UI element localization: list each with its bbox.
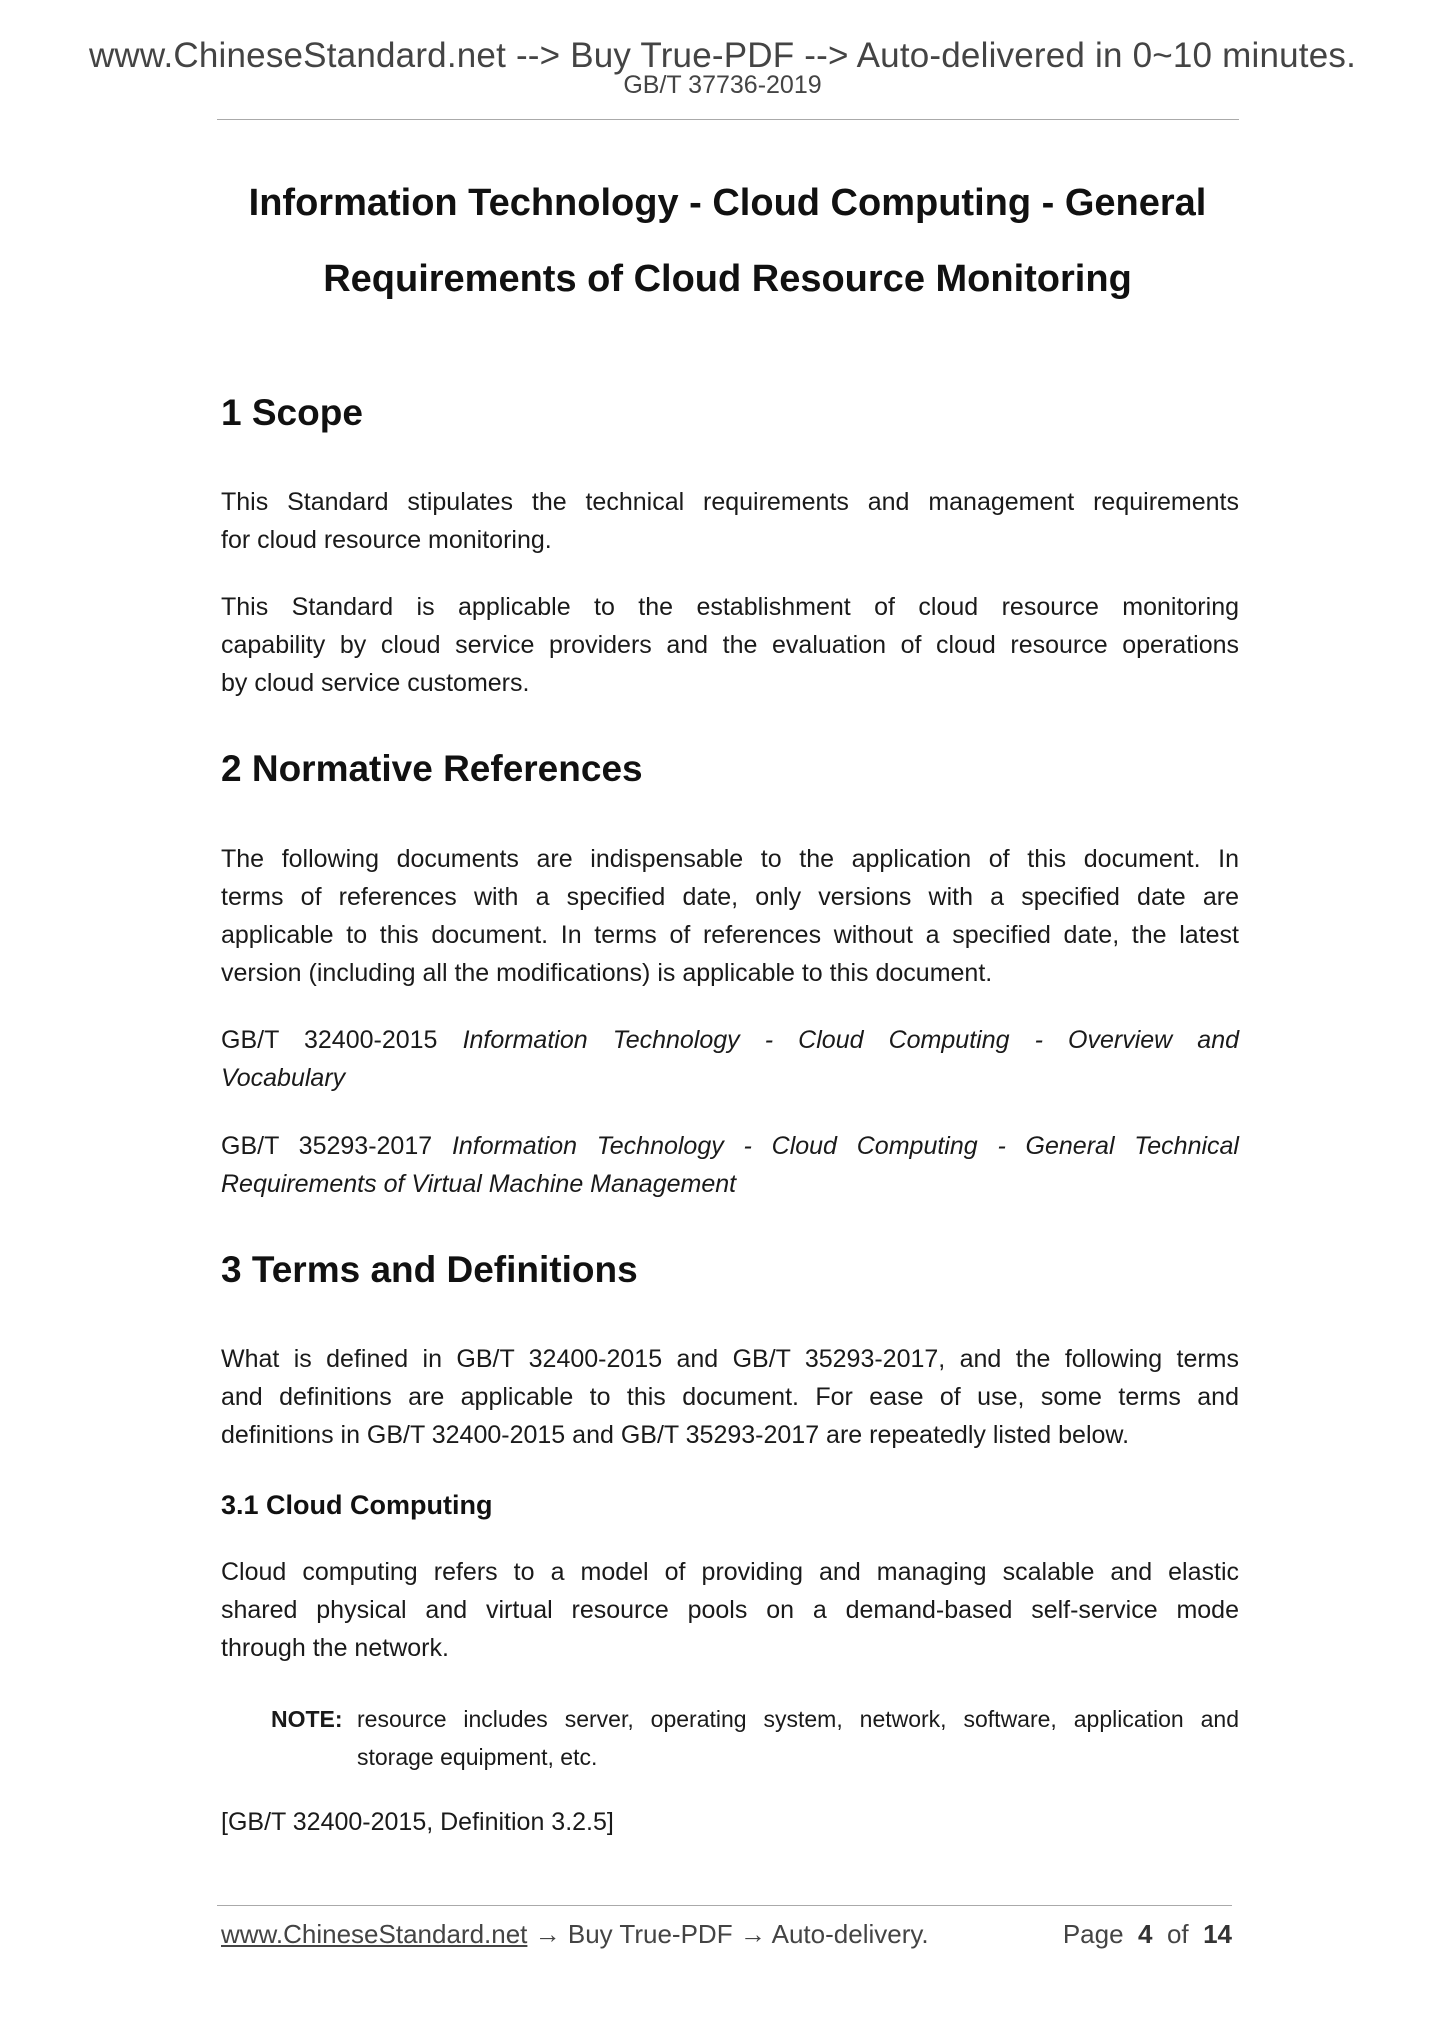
footer-delivery-text: Auto-delivery. bbox=[771, 1919, 929, 1949]
text-line bbox=[221, 1021, 1239, 1059]
scope-paragraph-1 bbox=[221, 483, 1239, 559]
note-label: NOTE: bbox=[271, 1706, 343, 1732]
reference-code: GB/T 35293-2017 bbox=[221, 1132, 433, 1160]
text-line: [GB/T 32400-2015, Definition 3.2.5] bbox=[221, 1808, 614, 1836]
text-line: This Standard stipulates the technical requirements and management requirements bbox=[221, 488, 1239, 516]
arrow-right-icon: → bbox=[534, 1919, 561, 1949]
reference-gbt-35293 bbox=[221, 1127, 1239, 1203]
reference-title: Information Technology - Cloud Computing - Overview and bbox=[462, 1026, 1240, 1054]
document-title-line1: Information Technology - Cloud Computing - General bbox=[248, 182, 1207, 224]
text-line: applicable to this document. In terms of references without a specified date, the latest bbox=[221, 921, 1239, 949]
definition-source bbox=[221, 1803, 1239, 1841]
reference-gbt-32400 bbox=[221, 1021, 1239, 1097]
text-line: through the network. bbox=[221, 1634, 449, 1662]
text-line bbox=[221, 1165, 1239, 1203]
standard-code: GB/T 37736-2019 bbox=[623, 71, 822, 99]
reference-title: Requirements of Virtual Machine Management bbox=[221, 1170, 737, 1198]
text-line: terms of references with a specified date, only versions with a specified date are bbox=[221, 883, 1239, 911]
text-line: Cloud computing refers to a model of providing and managing scalable and elastic bbox=[221, 1558, 1239, 1586]
reference-code: GB/T 32400-2015 bbox=[221, 1026, 438, 1054]
page-word: Page bbox=[1062, 1919, 1124, 1949]
text-line bbox=[221, 1059, 1239, 1097]
footer-site-link[interactable]: www.ChineseStandard.net bbox=[221, 1919, 528, 1949]
header-banner: www.ChineseStandard.net --> Buy True-PDF --> Auto-delivered in 0~10 minutes. bbox=[88, 36, 1357, 75]
text-line bbox=[221, 1127, 1239, 1165]
page-current: 4 bbox=[1138, 1919, 1153, 1949]
text-line: capability by cloud service providers and the evaluation of cloud resource operations bbox=[221, 631, 1239, 659]
text-line: This Standard is applicable to the establishment of cloud resource monitoring bbox=[221, 593, 1239, 621]
header-divider bbox=[217, 119, 1239, 120]
text-line: shared physical and virtual resource pools on a demand-based self-service mode bbox=[221, 1596, 1239, 1624]
terms-paragraph-1 bbox=[221, 1340, 1239, 1454]
text-line: storage equipment, etc. bbox=[357, 1744, 598, 1770]
text-line: and definitions are applicable to this document. For ease of use, some terms and bbox=[221, 1383, 1239, 1411]
text-line: by cloud service customers. bbox=[221, 669, 530, 697]
reference-title: Information Technology - Cloud Computing - General Technical bbox=[451, 1132, 1239, 1160]
cloud-computing-definition bbox=[221, 1553, 1239, 1667]
footer-divider bbox=[217, 1905, 1232, 1906]
text-line: The following documents are indispensable to the application of this document. In bbox=[221, 845, 1239, 873]
normative-paragraph-1 bbox=[221, 840, 1239, 992]
text-line: What is defined in GB/T 32400-2015 and GB/T 35293-2017, and the following terms bbox=[221, 1345, 1239, 1373]
note-body bbox=[357, 1700, 1239, 1776]
section-heading-terms-definitions: 3 Terms and Definitions bbox=[221, 1249, 638, 1290]
page-total: 14 bbox=[1203, 1919, 1232, 1949]
text-line: for cloud resource monitoring. bbox=[221, 526, 552, 554]
page-indicator bbox=[1063, 1919, 1232, 1950]
of-word: of bbox=[1166, 1919, 1189, 1949]
scope-paragraph-2 bbox=[221, 588, 1239, 702]
section-heading-normative-references: 2 Normative References bbox=[221, 748, 643, 789]
text-line: resource includes server, operating system, network, software, application and bbox=[357, 1706, 1239, 1732]
text-line: definitions in GB/T 32400-2015 and GB/T 35293-2017 are repeatedly listed below. bbox=[221, 1421, 1130, 1449]
arrow-right-icon: → bbox=[739, 1919, 766, 1949]
page-footer bbox=[221, 1919, 1232, 1950]
text-line: version (including all the modifications) is applicable to this document. bbox=[221, 959, 993, 987]
subsection-heading-cloud-computing: 3.1 Cloud Computing bbox=[221, 1490, 493, 1520]
footer-buy-text: Buy True-PDF bbox=[567, 1919, 733, 1949]
document-title-line2: Requirements of Cloud Resource Monitoring bbox=[323, 258, 1132, 300]
section-heading-scope: 1 Scope bbox=[221, 392, 363, 433]
reference-title: Vocabulary bbox=[221, 1064, 346, 1092]
